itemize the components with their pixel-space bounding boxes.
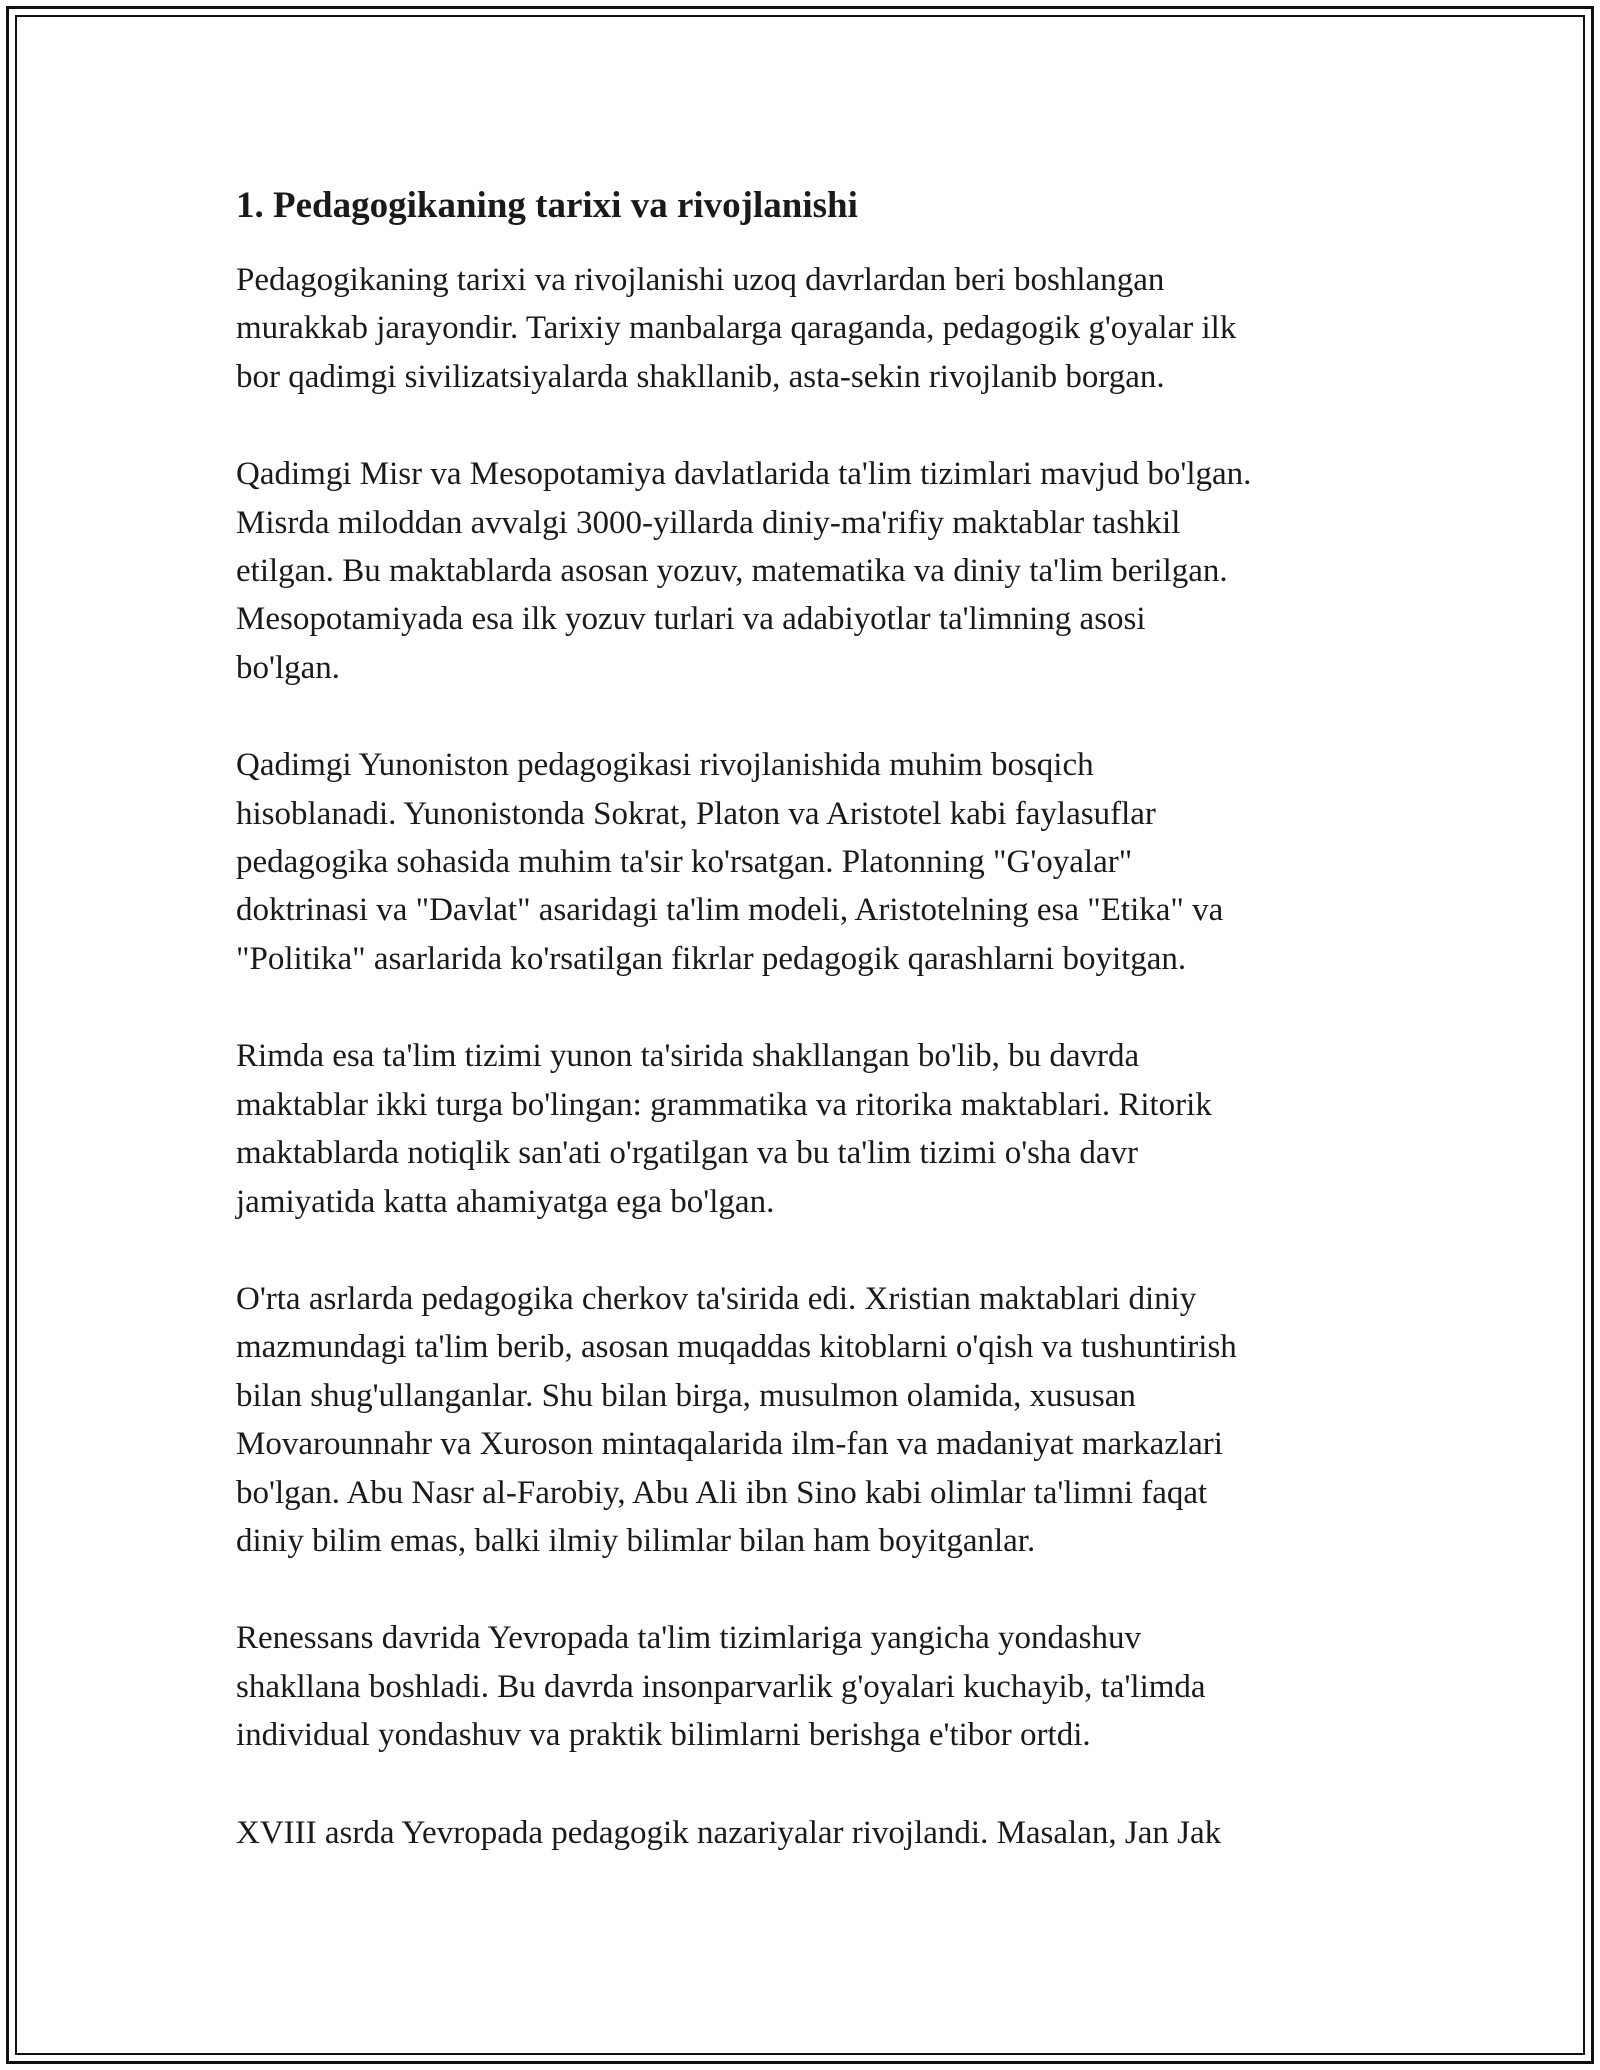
paragraph-rome: Rimda esa ta'lim tizimi yunon ta'sirida shakllangan bo'lib, bu davrda maktablar ikki turga bo'lingan: grammatika va ritorika maktablari. Ritorik maktablarda notiqlik san'ati o'rgatilgan va bu ta'lim tizimi o'sha davr jamiyatida katta ahamiyatga ega bo'lgan. xyxy=(236,1038,1212,1220)
paragraph-greece: Qadimgi Yunoniston pedagogikasi rivojlanishida muhim bosqich hisoblanadi. Yunonistonda Sokrat, Platon va Aristotel kabi faylasuflar pedagogika sohasida muhim ta'sir ko'rsatgan. Platonning "G'oyalar" doktrinasi va "Davlat" asaridagi ta'lim modeli, Aristotelning esa "Etika" va "Politika" asarlarida ko'rsatilgan fikrlar pedagogik qarashlarni boyitgan. xyxy=(236,747,1224,977)
paragraph-middle-ages: O'rta asrlarda pedagogika cherkov ta'sirida edi. Xristian maktablari diniy mazmundagi ta'lim berib, asosan muqaddas kitoblarni o'qish va tushuntirish bilan shug'ullanganlar. Shu bilan birga, musulmon olamida, xususan Movarounnahr va Xuroson mintaqalarida ilm-fan va madaniyat markazlari bo'lgan. Abu Nasr al-Farobiy, Abu Ali ibn Sino kabi olimlar ta'limni faqat diniy bilim emas, balki ilmiy bilimlar bilan ham boyitganlar. xyxy=(236,1280,1237,1559)
paragraph-egypt-mesopotamia: Qadimgi Misr va Mesopotamiya davlatlarida ta'lim tizimlari mavjud bo'lgan. Misrda miloddan avvalgi 3000-yillarda diniy-ma'rifiy maktablar tashkil etilgan. Bu maktablarda asosan yozuv, matematika va diniy ta'lim berilgan. Mesopotamiyada esa ilk yozuv turlari va adabiyotlar ta'limning asosi bo'lgan. xyxy=(236,456,1252,686)
document-body xyxy=(236,182,1386,1906)
section-heading: 1. Pedagogikaning tarixi va rivojlanishi xyxy=(236,185,858,226)
paragraph-18th-century: XVIII asrda Yevropada pedagogik nazariyalar rivojlandi. Masalan, Jan Jak xyxy=(236,1814,1222,1851)
paragraph-renaissance: Renessans davrida Yevropada ta'lim tizimlariga yangicha yondashuv shakllana boshladi. Bu davrda insonparvarlik g'oyalari kuchayib, ta'limda individual yondashuv va praktik bilimlarni berishga e'tibor ortdi. xyxy=(236,1620,1206,1754)
paragraph-intro: Pedagogikaning tarixi va rivojlanishi uzoq davrlardan beri boshlangan murakkab jarayondir. Tarixiy manbalarga qaraganda, pedagogik g'oyalar ilk bor qadimgi sivilizatsiyalarda shakllanib, asta-sekin rivojlanib borgan. xyxy=(236,262,1237,395)
